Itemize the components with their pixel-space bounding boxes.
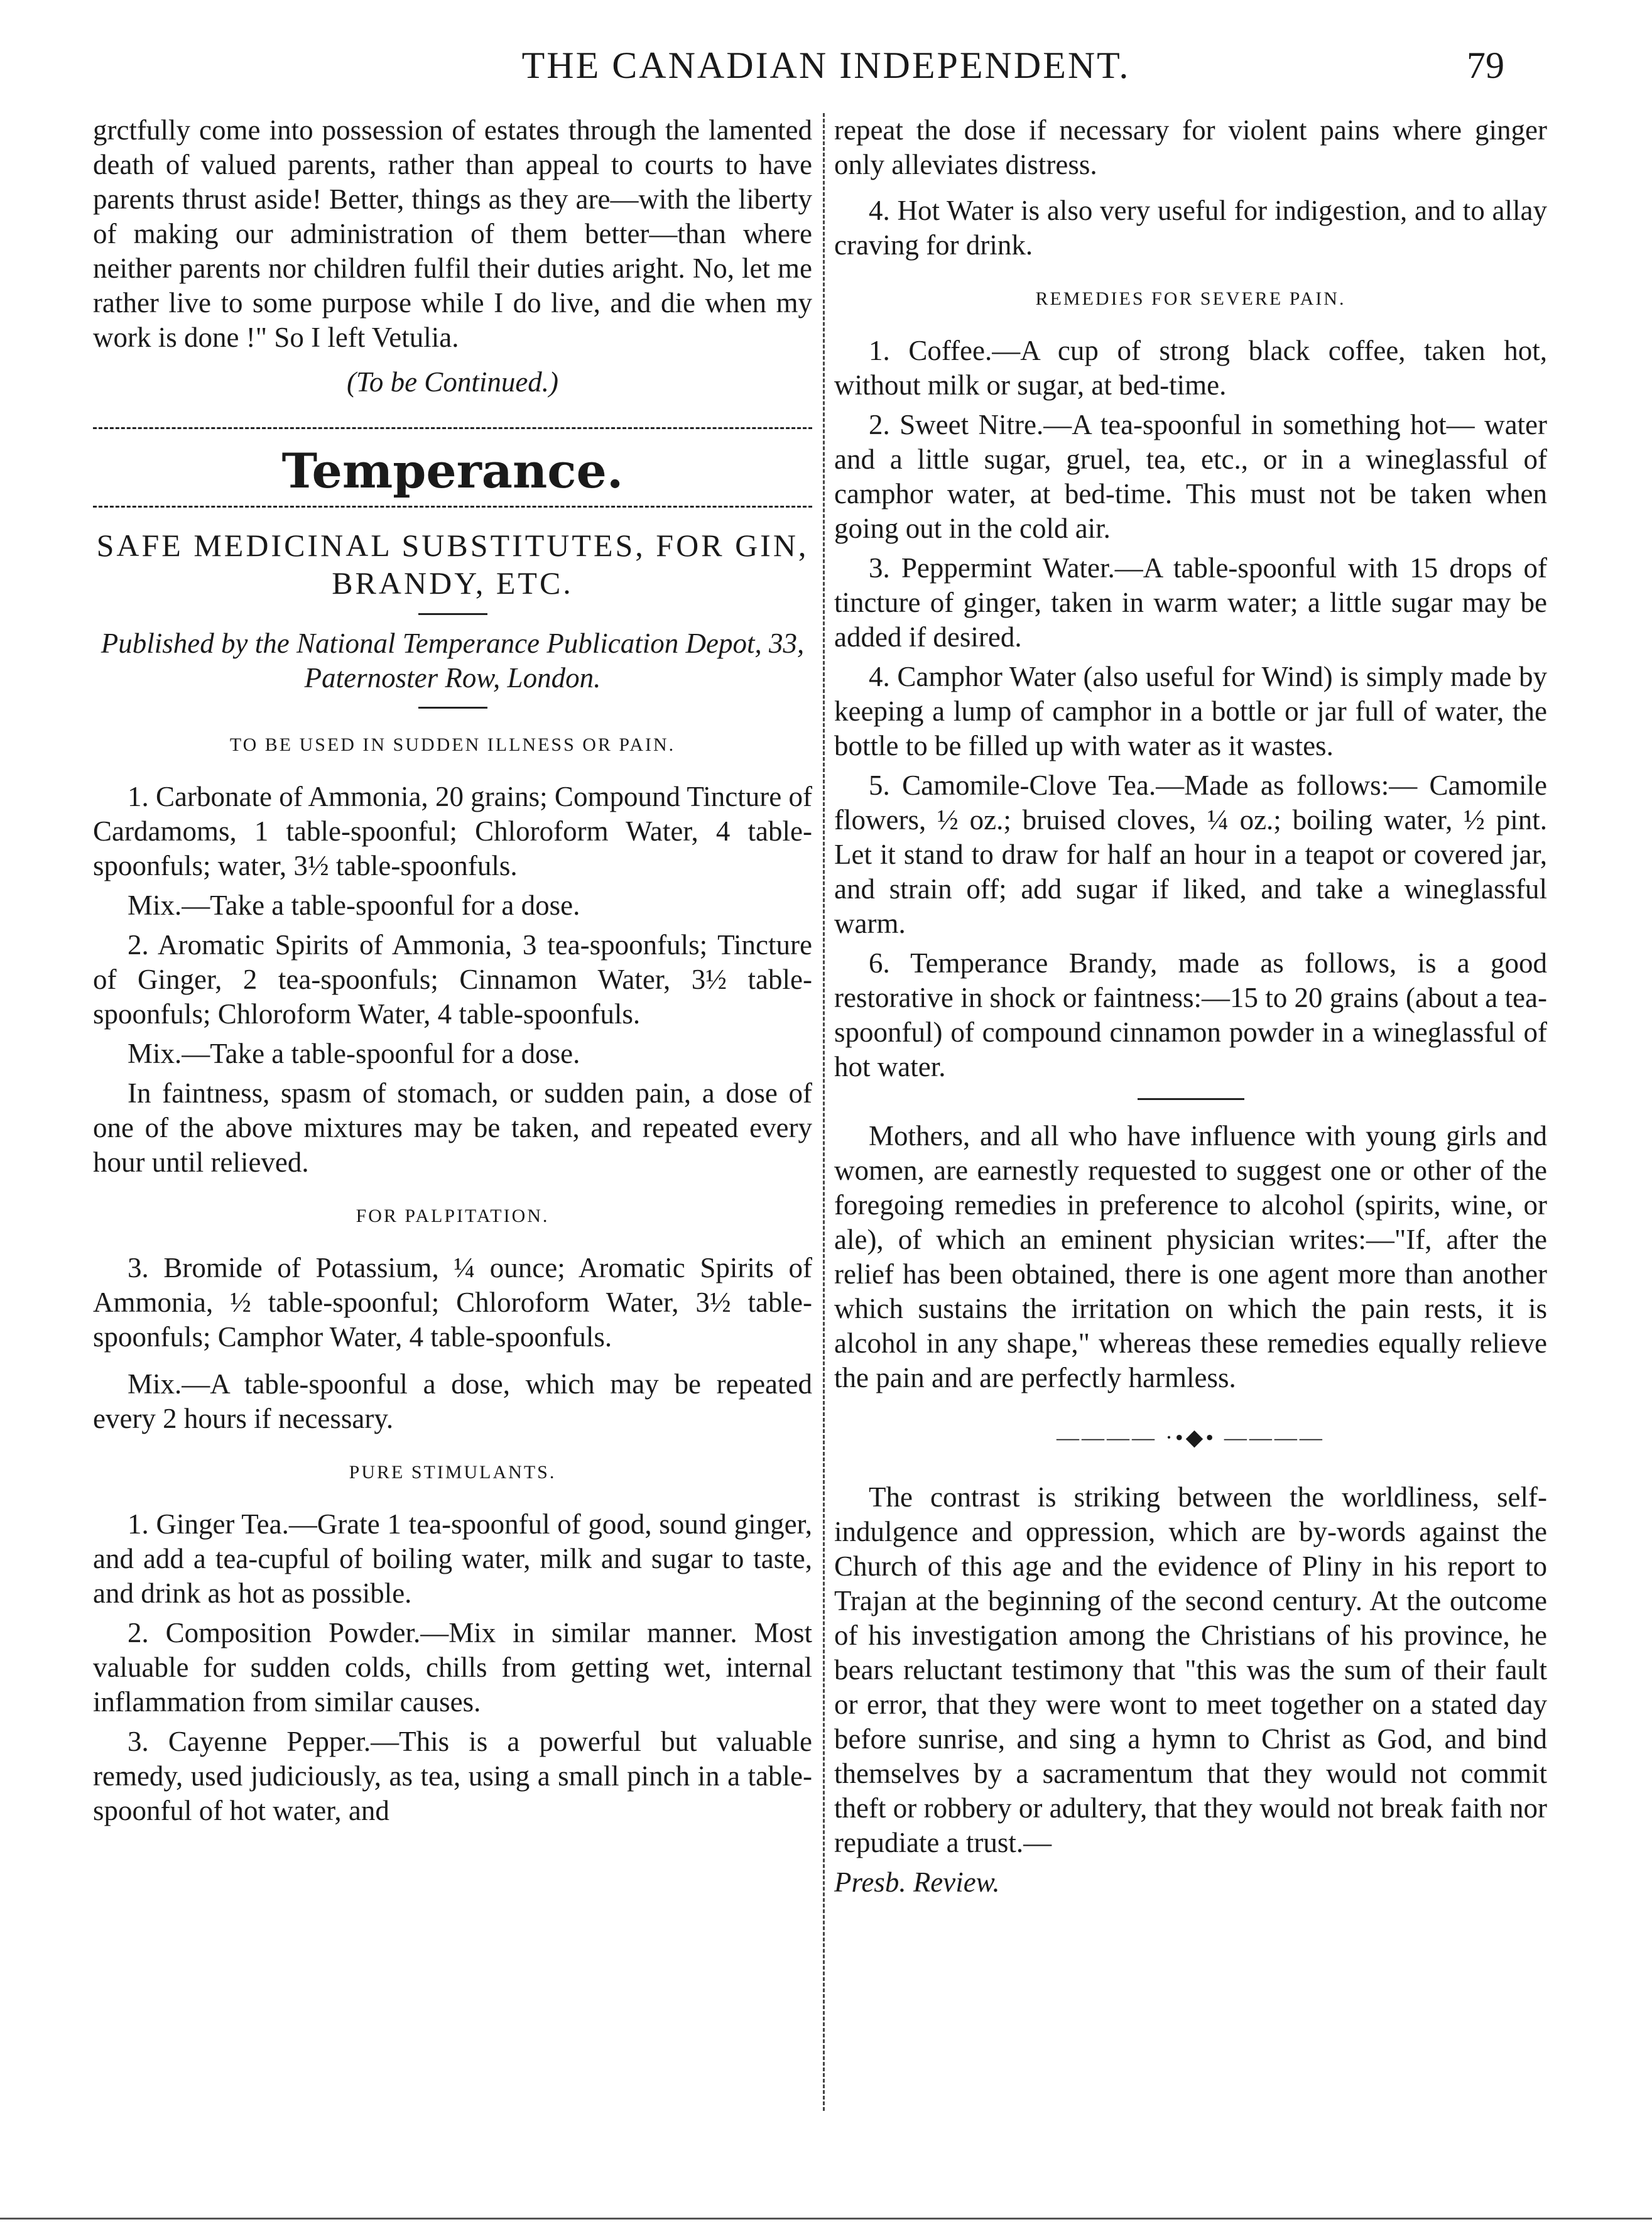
right-column — [834, 113, 1547, 1905]
mix-2: Mix.—Take a table-spoonful for a dose. — [128, 1038, 580, 1069]
stimulant-3: 3. Cayenne Pepper.—This is a powerful but valuable remedy, used judiciously, as tea, using a small pinch in a table-spoonful of hot water, and — [93, 1726, 812, 1826]
pain-remedy-5: 5. Camomile-Clove Tea.—Made as follows:— Camomile flowers, ½ oz.; bruised cloves, ¼ oz.; boiling water, ½ pint. Let it stand to draw for half an hour in a teapot or covered jar, and strain off; add sugar if liked, and take a wineglassful warm. — [834, 770, 1547, 939]
heading-rule — [418, 613, 487, 615]
pain-remedy-2: 2. Sweet Nitre.—A tea-spoonful in something hot— water and a little sugar, gruel, tea, etc., or in a wineglassful of camphor water, at bed-time. This must not be taken when going out in the cold air. — [834, 409, 1547, 544]
section-rule-top — [93, 427, 812, 429]
section-rule-bottom — [93, 506, 812, 508]
subheading-severe-pain: REMEDIES FOR SEVERE PAIN. — [1035, 288, 1346, 309]
page-header — [94, 44, 1558, 101]
mix-3: Mix.—A table-spoonful a dose, which may be repeated every 2 hours if necessary. — [93, 1368, 812, 1434]
stimulant-4: 4. Hot Water is also very useful for indigestion, and to allay craving for drink. — [834, 195, 1547, 261]
pain-remedy-6: 6. Temperance Brandy, made as follows, is a good restorative in shock or faintness:—15 to 20 grains (about a tea-spoonful) of compound cinnamon powder in a wineglassful of hot water. — [834, 947, 1547, 1082]
pain-remedy-1: 1. Coffee.—A cup of strong black coffee, taken hot, without milk or sugar, at bed-time. — [834, 335, 1547, 401]
ornament-divider: ———— ·•◆• ———— — [1057, 1425, 1325, 1450]
faintness-note: In faintness, spasm of stomach, or sudden pain, a dose of one of the above mixtures may be taken, and repeated every hour until relieved. — [93, 1077, 812, 1178]
publisher-note: Published by the National Temperance Publication Depot, 33, Paternoster Row, London. — [101, 628, 805, 694]
stimulant-1: 1. Ginger Tea.—Grate 1 tea-spoonful of good, sound ginger, and add a tea-cupful of boiling water, milk and sugar to taste, and drink as hot as possible. — [93, 1508, 812, 1609]
subheading-sudden-illness: TO BE USED IN SUDDEN ILLNESS OR PAIN. — [229, 734, 676, 755]
section-title: Temperance. — [281, 443, 624, 499]
pain-remedy-4: 4. Camphor Water (also useful for Wind) is simply made by keeping a lump of camphor in a bottle or jar full of water, the bottle to be filled up with water as it wastes. — [834, 661, 1547, 761]
stimulant-2: 2. Composition Powder.—Mix in similar manner. Most valuable for sudden colds, chills from getting wet, internal inflammation from similar causes. — [93, 1617, 812, 1718]
column-divider — [823, 113, 825, 2111]
left-column — [93, 113, 812, 1833]
mothers-rule — [1138, 1098, 1244, 1100]
subheading-palpitation: FOR PALPITATION. — [356, 1206, 550, 1226]
mix-1: Mix.—Take a table-spoonful for a dose. — [128, 890, 580, 921]
bottom-rule — [0, 2218, 1652, 2220]
journal-title: THE CANADIAN INDEPENDENT. — [521, 45, 1131, 86]
mothers-paragraph: Mothers, and all who have influence with young girls and women, are earnestly requested to suggest one or other of the foregoing remedies in preference to alcohol (spirits, wine, or ale), of which an eminent physician writes:—"If, after the relief has been obtained, there is one agent more than another which sustains the irritation on which the pain rests, it is alcohol in any shape," whereas these remedies equally relieve the pain and are perfectly harmless. — [834, 1120, 1547, 1393]
remedy-2: 2. Aromatic Spirits of Ammonia, 3 tea-spoonfuls; Tincture of Ginger, 2 tea-spoonfuls; Cinnamon Water, 3½ table-spoonfuls; Chloroform Water, 4 table-spoonfuls. — [93, 929, 812, 1030]
serial-ending: grctfully come into possession of estates through the lamented death of valued parents, rather than appeal to courts to have parents thrust aside! Better, things as they are—with the liberty of making our administration of them better—than where neither parents nor children fulfil their duties aright. No, let me rather live to some purpose while I do live, and die when my work is done !" So I left Vetulia. — [93, 114, 812, 353]
article-heading: SAFE MEDICINAL SUBSTITUTES, FOR GIN, BRANDY, ETC. — [96, 528, 809, 601]
contrast-paragraph: The contrast is striking between the worldliness, self-indulgence and oppression, which are by-words against the Church of this age and the evidence of Pliny in his report to Trajan at the beginning of the second century. At the outcome of his investigation among the Christians of his province, he bears reluctant testimony that "this was the sum of their fault or error, that they were wont to meet together on a stated day before sunrise, and sing a hymn to Christ as God, and bind themselves by a sacramentum that they would not commit theft or robbery or adultery, that they would not break faith nor repudiate a trust.— — [834, 1481, 1547, 1858]
remedy-3: 3. Bromide of Potassium, ¼ ounce; Aromatic Spirits of Ammonia, ½ table-spoonful; Chloroform Water, 3½ table-spoonfuls; Camphor Water, 4 table-spoonfuls. — [93, 1252, 812, 1353]
continued-note: (To be Continued.) — [346, 366, 559, 398]
publisher-rule — [418, 707, 487, 709]
source-citation: Presb. Review. — [834, 1866, 1000, 1898]
stimulant-3-continued: repeat the dose if necessary for violent pains where ginger only alleviates distress. — [834, 114, 1547, 180]
remedy-1: 1. Carbonate of Ammonia, 20 grains; Compound Tincture of Cardamoms, 1 table-spoonful; Chloroform Water, 4 table-spoonfuls; water, 3½ table-spoonfuls. — [93, 781, 812, 881]
subheading-pure-stimulants: PURE STIMULANTS. — [349, 1462, 557, 1483]
page-number: 79 — [1467, 45, 1504, 86]
pain-remedy-3: 3. Peppermint Water.—A table-spoonful with 15 drops of tincture of ginger, taken in warm water; a little sugar may be added if desired. — [834, 552, 1547, 653]
